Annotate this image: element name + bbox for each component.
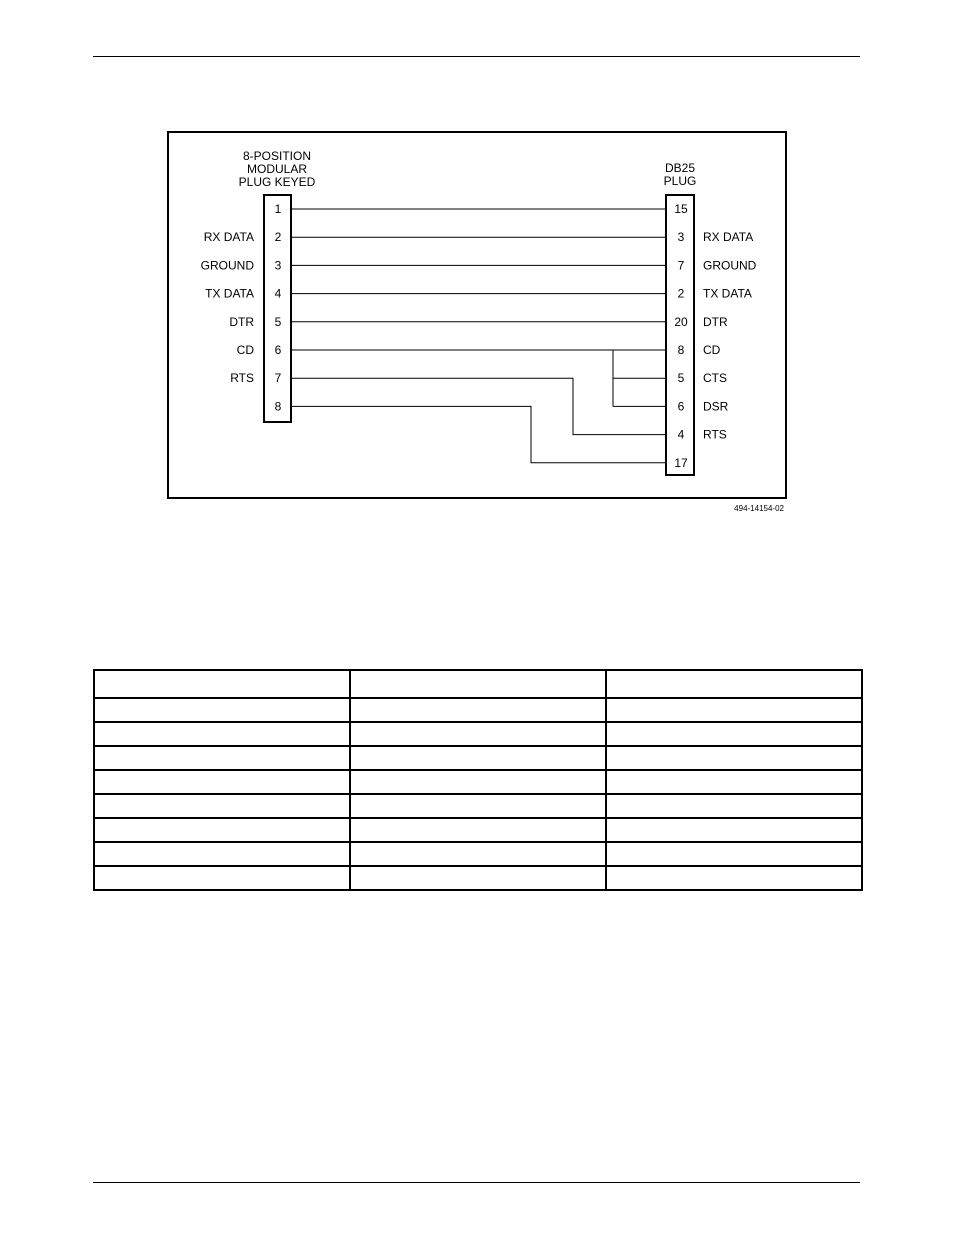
right-connector-title bbox=[664, 161, 697, 188]
table-cell bbox=[606, 722, 862, 746]
left-title-line: 8-POSITION bbox=[242, 149, 312, 163]
table-cell bbox=[606, 818, 862, 842]
table-cell bbox=[350, 866, 606, 890]
table-cell bbox=[350, 818, 606, 842]
left-title-line: PLUG KEYED bbox=[238, 175, 316, 189]
table-cell bbox=[606, 770, 862, 794]
right-pin-number: 17 bbox=[674, 455, 688, 470]
left-pin-number: 2 bbox=[274, 230, 282, 245]
left-pin-number: 6 bbox=[274, 343, 282, 357]
right-pin-number: 15 bbox=[674, 202, 688, 216]
table-cell bbox=[350, 842, 606, 866]
right-signal-label: RTS bbox=[703, 427, 727, 442]
table-row bbox=[94, 698, 862, 722]
table-cell bbox=[350, 770, 606, 794]
right-signal-label: CTS bbox=[703, 371, 727, 386]
right-pin-number: 2 bbox=[677, 286, 685, 301]
table-row bbox=[94, 746, 862, 770]
wiring-diagram bbox=[0, 0, 954, 540]
table-cell bbox=[94, 698, 350, 722]
left-pin-number: 4 bbox=[274, 286, 282, 301]
table-row bbox=[94, 722, 862, 746]
table-cell bbox=[606, 746, 862, 770]
left-connector-title bbox=[239, 149, 316, 189]
table-cell bbox=[94, 722, 350, 746]
table-cell bbox=[606, 842, 862, 866]
right-signal-label: DSR bbox=[703, 399, 729, 414]
left-signal-label: DTR bbox=[229, 314, 254, 329]
left-pin-number: 7 bbox=[274, 371, 282, 386]
left-signal-label: RX DATA bbox=[203, 230, 254, 245]
right-signal-label: CD bbox=[703, 343, 721, 357]
table-row bbox=[94, 842, 862, 866]
table-cell bbox=[606, 698, 862, 722]
table-cell bbox=[350, 670, 606, 698]
table-cell bbox=[606, 794, 862, 818]
right-pin-number: 20 bbox=[674, 314, 688, 329]
footer-rule bbox=[93, 1182, 860, 1183]
right-title-line: PLUG bbox=[663, 174, 697, 188]
right-signal-label: RX DATA bbox=[703, 230, 754, 245]
table-cell bbox=[606, 866, 862, 890]
left-pin-number: 5 bbox=[274, 314, 282, 329]
table-cell bbox=[94, 794, 350, 818]
left-pin-number: 8 bbox=[274, 399, 282, 414]
table-cell bbox=[606, 670, 862, 698]
right-pin-number: 8 bbox=[677, 343, 685, 357]
table-row bbox=[94, 770, 862, 794]
right-pin-number: 6 bbox=[677, 399, 685, 414]
table-cell bbox=[350, 698, 606, 722]
table-cell bbox=[350, 722, 606, 746]
table-cell bbox=[94, 670, 350, 698]
table-cell bbox=[94, 818, 350, 842]
figure-id: 494-14154-02 bbox=[734, 504, 784, 513]
right-title-line: DB25 bbox=[664, 161, 696, 175]
left-title-line: MODULAR bbox=[246, 162, 308, 176]
table-cell bbox=[94, 770, 350, 794]
wires bbox=[292, 209, 665, 463]
right-pin-number: 3 bbox=[677, 230, 685, 245]
right-pin-number: 4 bbox=[677, 427, 685, 442]
table-cell bbox=[94, 746, 350, 770]
pin-table bbox=[93, 669, 863, 891]
right-pin-number: 7 bbox=[677, 258, 685, 273]
right-signal-label: DTR bbox=[703, 314, 728, 329]
left-signal-label: TX DATA bbox=[205, 286, 254, 301]
table-row bbox=[94, 794, 862, 818]
left-signal-label: CD bbox=[236, 343, 254, 357]
left-pin-number: 1 bbox=[274, 202, 282, 216]
left-pin-number: 3 bbox=[274, 258, 282, 273]
left-connector-body bbox=[264, 195, 291, 422]
table-cell bbox=[350, 746, 606, 770]
table-row bbox=[94, 818, 862, 842]
table-cell bbox=[350, 794, 606, 818]
left-signal-label: GROUND bbox=[200, 258, 254, 273]
table-header-row bbox=[94, 670, 862, 698]
left-signal-label: RTS bbox=[230, 371, 254, 386]
right-signal-label: TX DATA bbox=[703, 286, 752, 301]
right-pin-number: 5 bbox=[677, 371, 685, 386]
right-signal-label: GROUND bbox=[703, 258, 757, 273]
table-cell bbox=[94, 842, 350, 866]
table-row bbox=[94, 866, 862, 890]
table-cell bbox=[94, 866, 350, 890]
